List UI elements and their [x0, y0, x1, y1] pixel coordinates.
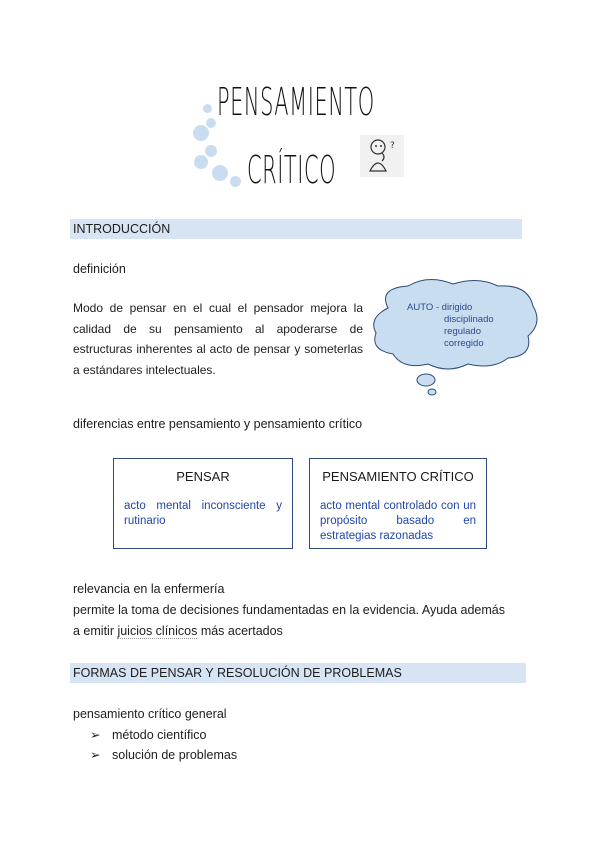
- list-item-text: método científico: [112, 728, 207, 742]
- cloud-line-4: corregido: [444, 338, 484, 349]
- decor-bubble: [212, 165, 228, 181]
- list-item: [90, 747, 237, 762]
- box-critico-body: acto mental controlado con un propósito basado en estrategias razonadas: [320, 500, 476, 542]
- cloud-line-3: regulado: [444, 326, 481, 337]
- box-critico-title: PENSAMIENTO CRÍTICO: [322, 469, 474, 484]
- relevance-line-2: [73, 624, 283, 638]
- box-pensar-title: PENSAR: [176, 469, 230, 484]
- thinker-icon: [360, 135, 404, 177]
- general-label: pensamiento crítico general: [73, 707, 227, 721]
- arrow-bullet-icon: ➢: [90, 728, 101, 742]
- decor-bubble: [205, 145, 217, 157]
- clinical-judgement-highlight: juicios clínicos: [117, 624, 198, 638]
- cloud-line-1: AUTO - dirigido: [407, 302, 473, 313]
- definition-paragraph: Modo de pensar en el cual el pensador mejora la calidad de su pensamiento al apoderarse de estructuras inherentes al acto de pensar y someterlas a estándares intelectuales.: [73, 301, 363, 377]
- differences-label: diferencias entre pensamiento y pensamiento crítico: [73, 417, 363, 431]
- definition-label: definición: [73, 262, 126, 276]
- relevance-text-a: a emitir: [73, 624, 118, 638]
- decor-bubble: [206, 118, 216, 128]
- relevance-line-1: permite la toma de decisiones fundamentadas en la evidencia. Ayuda además: [73, 603, 505, 617]
- relevance-label: relevancia en la enfermería: [73, 582, 225, 596]
- decor-bubble: [193, 125, 209, 141]
- decor-bubble: [194, 155, 208, 169]
- relevance-text-c: más acertados: [197, 624, 283, 638]
- title-line-2: CRÍTICO: [247, 148, 337, 192]
- title-line-1: PENSAMIENTO: [217, 80, 375, 124]
- svg-text:?: ?: [390, 141, 395, 151]
- box-pensar-body: acto mental inconsciente y rutinario: [124, 500, 282, 527]
- decor-bubble: [203, 104, 212, 113]
- arrow-bullet-icon: ➢: [90, 748, 101, 762]
- list-item: [90, 727, 207, 742]
- box-pensar: [113, 458, 293, 549]
- intro-heading: INTRODUCCIÓN: [70, 219, 522, 239]
- cloud-line-2: disciplinado: [444, 314, 494, 325]
- list-item-text: solución de problemas: [112, 748, 238, 762]
- decor-bubble: [230, 176, 241, 187]
- thinker-illustration: [360, 135, 404, 177]
- forms-heading: FORMAS DE PENSAR Y RESOLUCIÓN DE PROBLEMAS: [70, 663, 526, 683]
- box-pensamiento-critico: [309, 458, 487, 549]
